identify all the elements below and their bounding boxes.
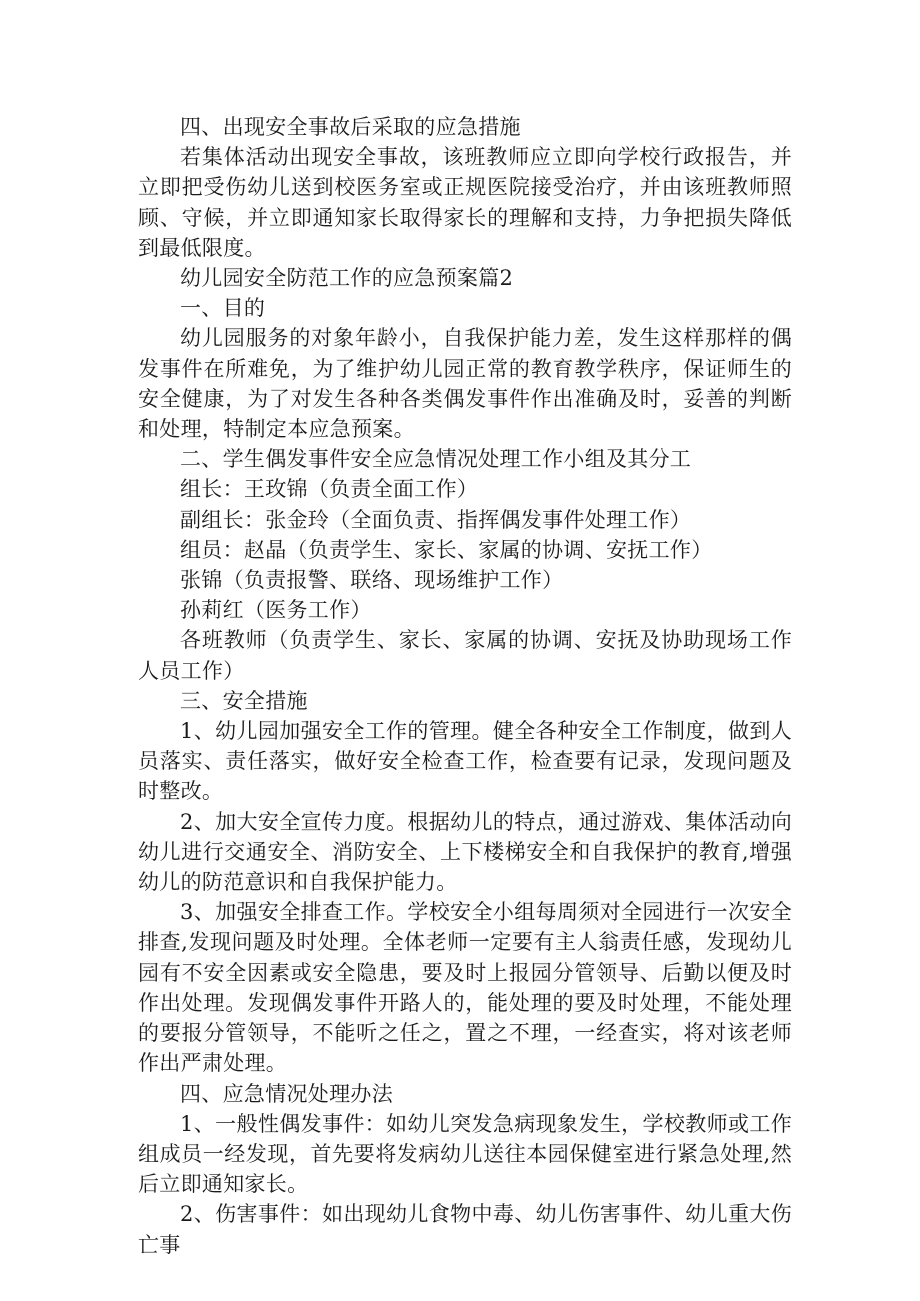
paragraph: 若集体活动出现安全事故，该班教师应立即向学校行政报告，并立即把受伤幼儿送到校医务室或正规医院接受治疗，并由该班教师照顾、守候，并立即通知家长取得家长的理解和支持，力争把损失降低到最低限度。 [138,145,792,260]
paragraph: 幼儿园服务的对象年龄小，自我保护能力差，发生这样那样的偶发事件在所难免，为了维护幼儿园正常的教育教学秩序，保证师生的安全健康，为了对发生各种各类偶发事件作出准确及时，妥善的判断和处理，特制定本应急预案。 [138,326,792,442]
team-member-line: 各班教师（负责学生、家长、家属的协调、安抚及协助现场工作人员工作） [138,628,792,683]
article-title: 幼儿园安全防范工作的应急预案篇2 [180,266,514,291]
team-member-line: 组员：赵晶（负责学生、家长、家属的协调、安抚工作） [180,537,713,562]
paragraph: 3、加强安全排查工作。学校安全小组每周须对全园进行一次安全排查,发现问题及时处理。全体老师一定要有主人翁责任感，发现幼儿园有不安全因素或安全隐患，要及时上报园分管领导、后勤以便及时作出处理。发现偶发事件开路人的，能处理的要及时处理，不能处理的要报分管领导，不能听之任之，置之不理，一经查实，将对该老师作出严肃处理。 [138,900,792,1076]
paragraph: 2、加大安全宣传力度。根据幼儿的特点，通过游戏、集体活动向幼儿进行交通安全、消防安全、上下楼梯安全和自我保护的教育,增强幼儿的防范意识和自我保护能力。 [138,809,792,895]
section-heading: 四、出现安全事故后采取的应急措施 [180,115,521,139]
paragraph: 2、伤害事件：如出现幼儿食物中毒、幼儿伤害事件、幼儿重大伤亡事 [138,1202,792,1257]
paragraph: 1、一般性偶发事件：如幼儿突发急病现象发生，学校教师或工作组成员一经发现，首先要将发病幼儿送往本园保健室进行紧急处理,然后立即通知家长。 [138,1111,792,1197]
section-heading: 四、应急情况处理办法 [180,1081,393,1106]
team-member-line: 副组长：张金玲（全面负责、指挥偶发事件处理工作） [180,507,692,532]
paragraph: 1、幼儿园加强安全工作的管理。健全各种安全工作制度，做到人员落实、责任落实，做好安全检查工作，检查要有记录，发现问题及时整改。 [138,719,792,804]
team-member-line: 孙莉红（医务工作） [180,598,372,623]
section-heading: 一、目的 [180,296,266,321]
team-member-line: 组长：王玫锦（负责全面工作） [180,477,479,502]
document-body [138,112,792,1260]
section-heading: 二、学生偶发事件安全应急情况处理工作小组及其分工 [180,447,692,472]
section-heading: 三、安全措施 [180,688,308,713]
team-member-line: 张锦（负责报警、联络、现场维护工作） [180,568,564,593]
